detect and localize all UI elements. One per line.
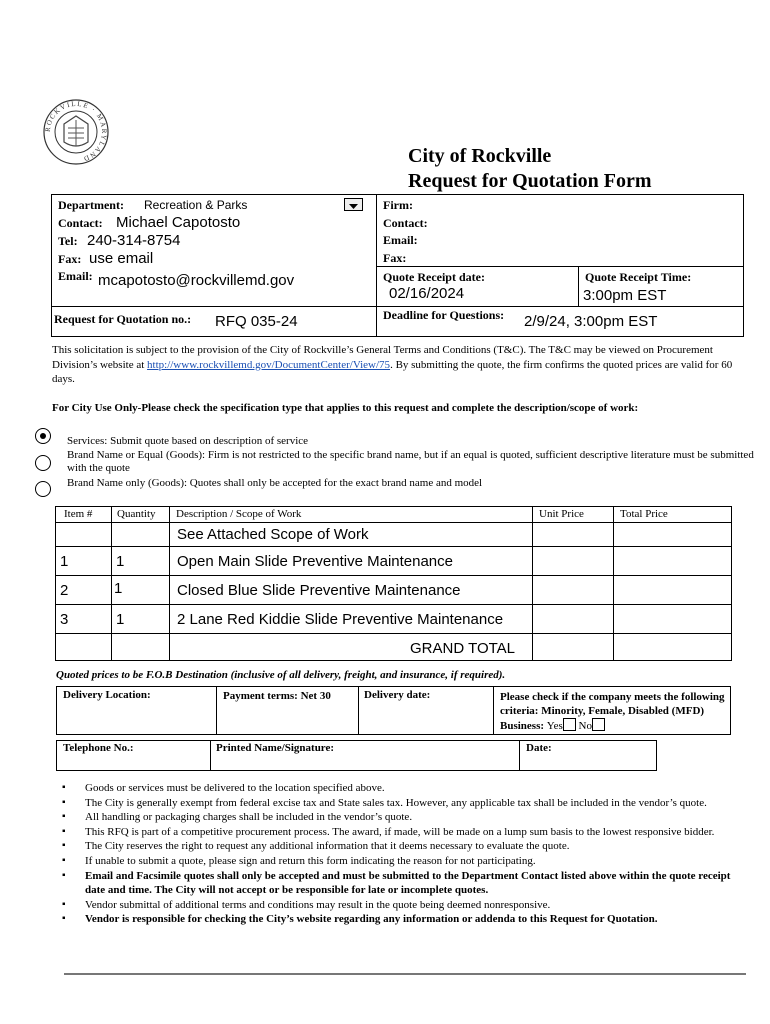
table-row-item[interactable]: 1 — [60, 553, 69, 570]
spec-option-label: Brand Name only (Goods): Quotes shall only be accepted for the exact brand name and model — [67, 477, 483, 489]
header-quantity: Quantity — [117, 508, 156, 520]
city-seal-icon — [42, 98, 110, 166]
delivery-date-label: Delivery date: — [364, 689, 431, 701]
deadline-label: Deadline for Questions: — [383, 308, 505, 322]
delivery-location-label: Delivery Location: — [63, 689, 151, 701]
title-line-1: City of Rockville — [408, 145, 552, 167]
signature-box — [56, 740, 657, 771]
spec-option-radio-services[interactable] — [35, 428, 51, 444]
table-row-desc[interactable]: Closed Blue Slide Preventive Maintenance — [177, 582, 461, 599]
tel-value[interactable]: 240-314-8754 — [87, 232, 181, 249]
department-label: Department: — [58, 198, 124, 212]
payment-terms-label: Payment terms: Net 30 — [223, 690, 331, 702]
header-total-price: Total Price — [620, 508, 668, 520]
firm-email-label: Email: — [383, 233, 418, 247]
spec-option-label: Services: Submit quote based on description of service — [67, 435, 309, 447]
firm-label: Firm: — [383, 198, 413, 212]
spec-option-radio-brand-or-equal[interactable] — [35, 455, 51, 471]
table-row-item[interactable]: 2 — [60, 582, 69, 599]
firm-fax-label: Fax: — [383, 251, 407, 265]
firm-contact-label: Contact: — [383, 216, 428, 230]
list-item: ▪ The City reserves the right to request any additional information that it deems necessary to evaluate the quote. — [62, 839, 752, 854]
list-item: ▪ This RFQ is part of a competitive procurement process. The award, if made, will be made on a lump sum basis to the lowest responsive bidder. — [62, 825, 752, 840]
mfd-yes-label: Yes — [546, 720, 563, 732]
rfq-value[interactable]: RFQ 035-24 — [215, 313, 298, 330]
department-dropdown[interactable] — [344, 198, 363, 211]
header-item: Item # — [64, 508, 93, 520]
seal-ring-text: ROCKVILLE · MARYLAND — [43, 99, 109, 164]
list-item: ▪ Goods or services must be delivered to the location specified above. — [62, 781, 752, 796]
bottom-divider — [64, 973, 746, 975]
rfq-label: Request for Quotation no.: — [54, 312, 192, 326]
table-row-item[interactable]: 3 — [60, 611, 69, 628]
list-item: ▪ Vendor submittal of additional terms and conditions may result in the quote being deemed nonresponsive. — [62, 898, 752, 913]
page-title — [408, 144, 652, 194]
table-row-desc[interactable]: 2 Lane Red Kiddie Slide Preventive Maintenance — [177, 611, 504, 628]
mfd-yes-checkbox[interactable] — [563, 718, 576, 731]
list-item: ▪ If unable to submit a quote, please sign and return this form indicating the reason for not participating. — [62, 854, 752, 869]
list-item: ▪ All handling or packaging charges shall be included in the vendor’s quote. — [62, 810, 752, 825]
header-unit-price: Unit Price — [539, 508, 584, 520]
spec-option-label: Brand Name or Equal (Goods): Firm is not restricted to the specific brand name, but if an equal is quoted, sufficient descriptive literature must be submitted with the quote — [67, 449, 754, 474]
table-row-desc[interactable]: Open Main Slide Preventive Maintenance — [177, 553, 453, 570]
email-label: Email: — [58, 269, 93, 283]
receipt-date-value[interactable]: 02/16/2024 — [389, 285, 465, 302]
contact-label: Contact: — [58, 216, 103, 230]
email-value[interactable]: mcapotosto@rockvillemd.gov — [98, 272, 295, 289]
fob-note: Quoted prices to be F.O.B Destination (inclusive of all delivery, freight, and insurance, if required). — [56, 669, 506, 681]
terms-link[interactable]: http://www.rockvillemd.gov/DocumentCenter/View/75 — [147, 358, 391, 371]
tel-label: Tel: — [58, 234, 78, 248]
mfd-no-label: No — [578, 720, 592, 732]
fax-value[interactable]: use email — [89, 250, 154, 267]
conditions-list — [62, 781, 752, 927]
mfd-criteria: Please check if the company meets the following criteria: Minority, Female, Disabled (MFD) Business: Yes No — [500, 691, 725, 732]
telephone-label: Telephone No.: — [63, 742, 134, 754]
mfd-no-checkbox[interactable] — [592, 718, 605, 731]
list-item: ▪ The City is generally exempt from federal excise tax and State sales tax. However, any applicable tax shall be included in the vendor’s quote. — [62, 796, 752, 811]
contact-value[interactable]: Michael Capotosto — [116, 214, 241, 231]
deadline-value[interactable]: 2/9/24, 3:00pm EST — [524, 313, 658, 330]
table-intro[interactable]: See Attached Scope of Work — [177, 526, 369, 543]
title-line-2: Request for Quotation Form — [408, 170, 652, 192]
date-label: Date: — [526, 742, 552, 754]
list-item: ▪ Email and Facsimile quotes shall only be accepted and must be submitted to the Department Contact listed above within the quote receipt date and time. The City will not accept or be responsible for late or incomplete quotes. — [62, 869, 752, 898]
table-row-qty[interactable]: 1 — [114, 580, 123, 597]
table-row-qty[interactable]: 1 — [116, 611, 125, 628]
department-value: Recreation & Parks — [144, 198, 248, 212]
grand-total-label: GRAND TOTAL — [410, 640, 516, 657]
spec-option-radio-brand-only[interactable] — [35, 481, 51, 497]
city-use-heading: For City Use Only-Please check the specification type that applies to this request and complete the description/scope of work: — [52, 402, 639, 414]
receipt-time-label: Quote Receipt Time: — [585, 270, 692, 284]
fax-label: Fax: — [58, 252, 82, 266]
list-item: ▪ Vendor is responsible for checking the City’s website regarding any information or addenda to this Request for Quotation. — [62, 912, 752, 927]
printed-name-label: Printed Name/Signature: — [216, 742, 335, 754]
table-row-qty[interactable]: 1 — [116, 553, 125, 570]
header-description: Description / Scope of Work — [176, 508, 302, 520]
chevron-down-icon — [345, 201, 362, 212]
terms-paragraph: This solicitation is subject to the provision of the City of Rockville’s General Terms and Conditions (T&C). The T&C may be viewed on Procurement Division’s website at http://www.rockvillemd.gov/DocumentCenter/View/75. By submitting the quote, the firm confirms the quoted prices are valid for 60 days. — [52, 344, 733, 385]
receipt-date-label: Quote Receipt date: — [383, 270, 485, 284]
receipt-time-value[interactable]: 3:00pm EST — [583, 287, 667, 304]
